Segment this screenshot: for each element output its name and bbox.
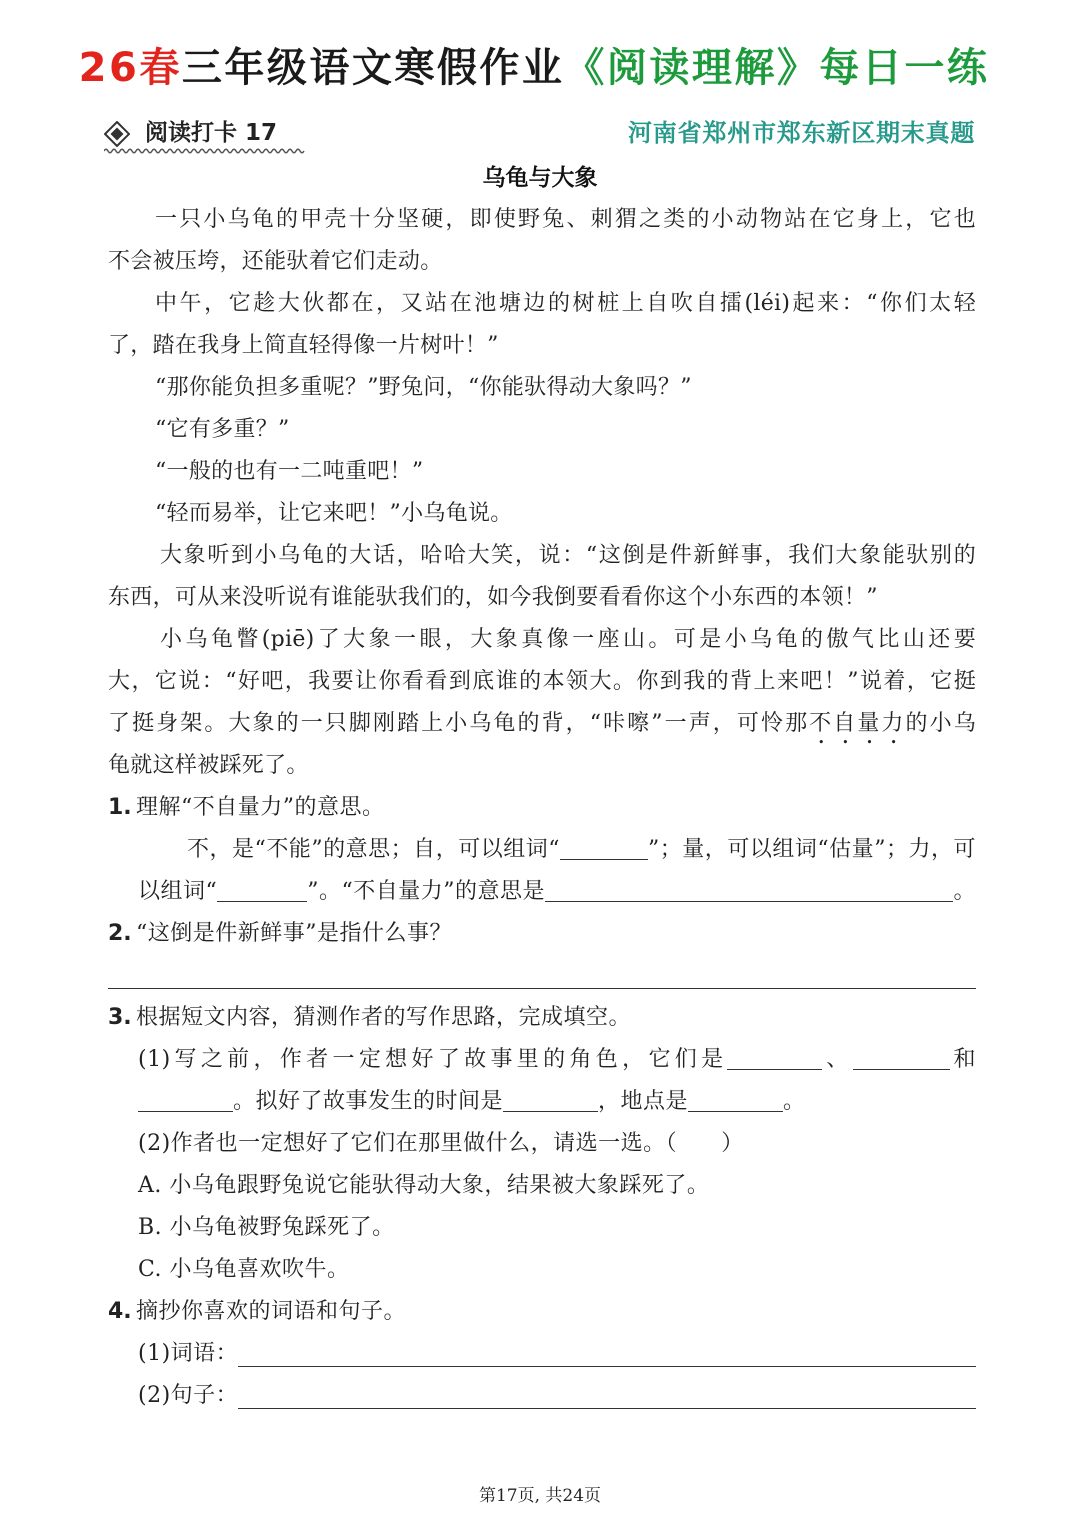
exam-source-label: 河南省郑州市郑东新区期末真题 [628,119,976,147]
emphasized-phrase: 不自量力 [809,711,906,736]
question-text: 。拟好了故事发生的时间是 [233,1089,504,1114]
story-line: “一般的也有一二吨重吧！” [155,459,424,484]
story-line: “它有多重？” [155,417,290,442]
question-3-part-1-line [108,1081,976,1123]
question-3 [108,997,976,1039]
title-series: 《阅读理解》每日一练 [564,45,990,91]
question-text: 。 [953,879,976,904]
answer-blank[interactable] [688,1081,783,1112]
question-1 [108,787,976,829]
choice-option-c: C. 小乌龟喜欢吹牛。 [138,1257,350,1282]
question-number: 3. [108,1005,132,1030]
question-2 [108,913,976,955]
question-text: ”。“不自量力”的意思是 [307,879,545,904]
question-4-sentence [108,1375,976,1417]
worksheet-body [108,199,976,1417]
question-1-line [108,871,976,913]
question-4 [108,1291,976,1333]
answer-blank[interactable] [545,871,953,902]
story-text: 了挺身架。大象的一只脚刚踏上小乌龟的背，“咔嚓”一声，可怜那 [108,711,810,736]
question-text: 以组词“ [138,879,218,904]
title-subject: 三年级语文寒假作业 [181,45,565,91]
reading-checkin-label: 阅读打卡 17 [145,120,278,146]
question-text: 、 [822,1047,853,1072]
question-number: 1. [108,795,132,820]
answer-blank[interactable] [138,1081,233,1112]
page-number: 第17页, 共24页 [478,1486,602,1506]
title-term: 26春 [78,45,182,91]
story-line: 小乌龟瞥(piē)了大象一眼，大象真像一座山。可是小乌龟的傲气比山还要 [160,627,976,652]
answer-label: (2)句子： [138,1383,239,1408]
question-3-part-1 [108,1039,976,1081]
question-prompt: “这倒是件新鲜事”是指什么事？ [136,921,452,946]
story-line: 大象听到小乌龟的大话，哈哈大笑，说：“这倒是件新鲜事，我们大象能驮别的 [160,543,976,568]
story-line: 不会被压垮，还能驮着它们走动。 [108,249,443,274]
story-line: 一只小乌龟的甲壳十分坚硬，即使野兔、刺猬之类的小动物站在它身上，它也 [155,207,976,232]
choice-bracket-close: ） [721,1131,744,1156]
answer-blank[interactable] [853,1039,950,1070]
question-1-line [108,829,976,871]
answer-blank[interactable] [560,829,648,860]
choice-option-a: A. 小乌龟跟野兔说它能驮得动大象，结果被大象踩死了。 [138,1173,710,1198]
story-line [108,703,976,745]
answer-blank[interactable] [217,871,307,902]
question-text: ”；量，可以组词“估量”；力，可 [648,837,976,862]
answer-label: (1)词语： [138,1341,239,1366]
answer-blank[interactable] [503,1081,598,1112]
answer-line[interactable] [108,955,976,989]
question-number: 2. [108,921,132,946]
question-text: 不，是“不能”的意思；自，可以组词“ [187,837,561,862]
question-text: 和 [949,1047,976,1072]
story-line: 东西，可从来没听说有谁能驮我们的，如今我倒要看看你这个小东西的本领！” [108,585,878,610]
story-line: “那你能负担多重呢？”野兔问，“你能驮得动大象吗？” [155,375,692,400]
diamond-icon [104,121,130,147]
story-title: 乌龟与大象 [482,165,598,191]
question-3-part-2 [108,1123,976,1165]
story-line: “轻而易举，让它来吧！”小乌龟说。 [155,501,513,526]
story-text: 的小乌 [905,711,976,736]
question-2-answer-row [108,955,976,997]
worksheet-title [0,44,1074,92]
answer-line[interactable] [238,1333,976,1367]
answer-blank[interactable] [727,1039,822,1070]
story-line: 大，它说：“好吧，我要让你看看到底谁的本领大。你到我的背上来吧！”说着，它挺 [108,669,976,694]
question-text: (1)写之前，作者一定想好了故事里的角色，它们是 [138,1047,728,1072]
choice-option-b: B. 小乌龟被野兔踩死了。 [138,1215,395,1240]
wavy-underline [104,147,306,155]
question-prompt: 根据短文内容，猜测作者的写作思路，完成填空。 [136,1005,632,1030]
question-text: (2)作者也一定想好了它们在那里做什么，请选一选。 [138,1131,666,1156]
story-line: 龟就这样被踩死了。 [108,753,309,778]
choice-bracket-open: （ [665,1131,678,1156]
question-prompt: 摘抄你喜欢的词语和句子。 [136,1299,407,1324]
question-prompt: 理解“不自量力”的意思。 [136,795,385,820]
question-number: 4. [108,1299,132,1324]
question-4-words [108,1333,976,1375]
question-text: 。 [783,1089,806,1114]
story-line: 中午，它趁大伙都在，又站在池塘边的树桩上自吹自擂(léi)起来：“你们太轻 [155,291,976,316]
story-line: 了，踏在我身上简直轻得像一片树叶！” [108,333,499,358]
question-text: ，地点是 [598,1089,689,1114]
answer-line[interactable] [238,1375,976,1409]
